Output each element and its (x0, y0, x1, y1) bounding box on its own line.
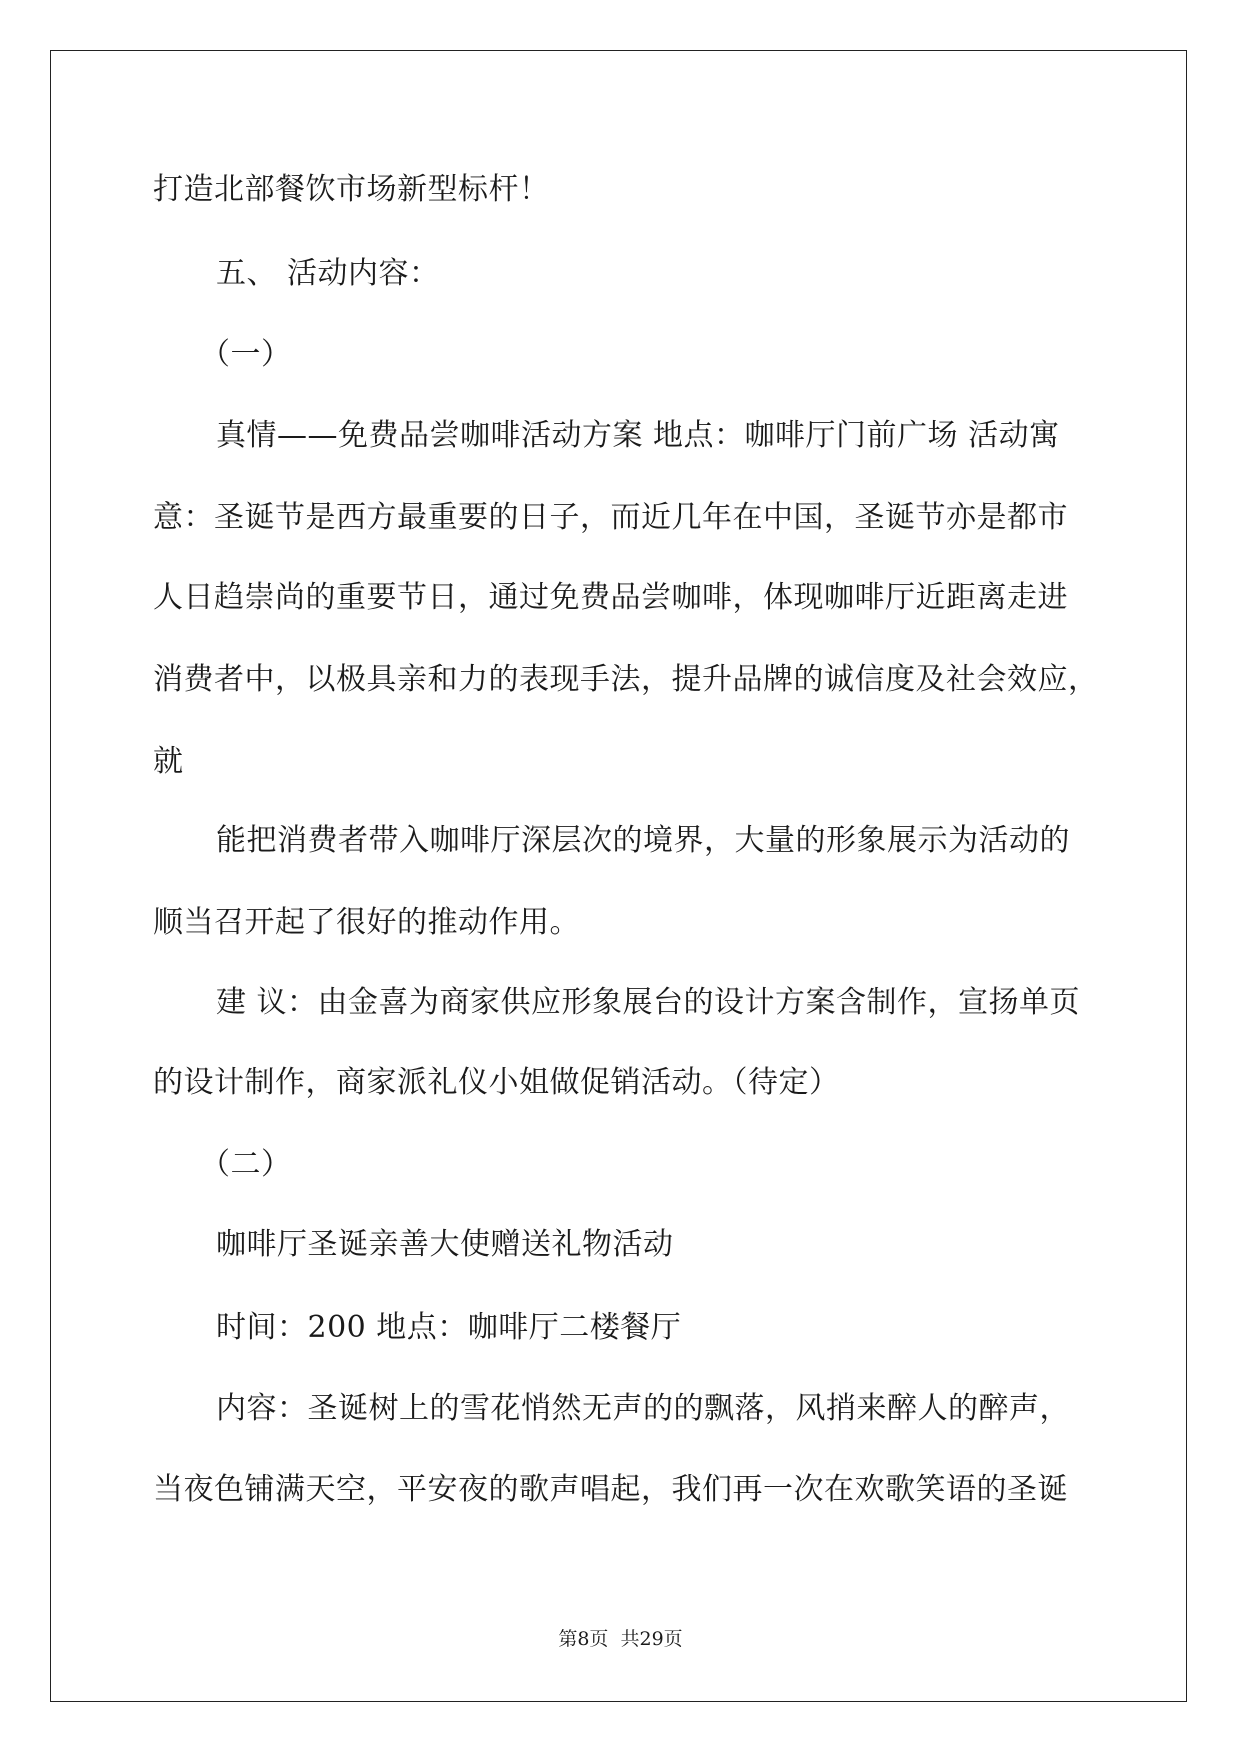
body-line: 打造北部餐饮市场新型标杆！ (153, 172, 550, 207)
body-line: 就 (153, 744, 184, 779)
body-line: 顺当召开起了很好的推动作用。 (153, 905, 580, 940)
subsection-marker: （二） (200, 1147, 292, 1182)
section-heading: 五、 活动内容： (216, 256, 440, 291)
subsection-marker: （一） (200, 337, 292, 372)
body-line: 人日趋崇尚的重要节日，通过免费品尝咖啡，体现咖啡厅近距离走进 (153, 580, 1068, 615)
body-line: 咖啡厅圣诞亲善大使赠送礼物活动 (216, 1227, 674, 1262)
page-footer: 第8页 共29页 (558, 1628, 683, 1650)
body-line: 能把消费者带入咖啡厅深层次的境界，大量的形象展示为活动的 (216, 823, 1070, 858)
body-line: 消费者中，以极具亲和力的表现手法，提升品牌的诚信度及社会效应， (153, 662, 1099, 697)
body-line: 内容：圣诞树上的雪花悄然无声的的飘落，风捎来醉人的醉声， (216, 1391, 1070, 1426)
body-line: 意：圣诞节是西方最重要的日子，而近几年在中国，圣诞节亦是都市 (153, 500, 1068, 535)
body-line: 时间：200 地点：咖啡厅二楼餐厅 (216, 1310, 682, 1345)
body-line: 当夜色铺满天空，平安夜的歌声唱起，我们再一次在欢歌笑语的圣诞 (153, 1472, 1068, 1507)
body-line: 建 议：由金喜为商家供应形象展台的设计方案含制作，宣扬单页 (216, 985, 1081, 1020)
page-border (50, 50, 1187, 1702)
body-line: 真情——免费品尝咖啡活动方案 地点：咖啡厅门前广场 活动寓 (216, 418, 1060, 453)
body-line: 的设计制作，商家派礼仪小姐做促销活动。（待定） (153, 1065, 840, 1100)
